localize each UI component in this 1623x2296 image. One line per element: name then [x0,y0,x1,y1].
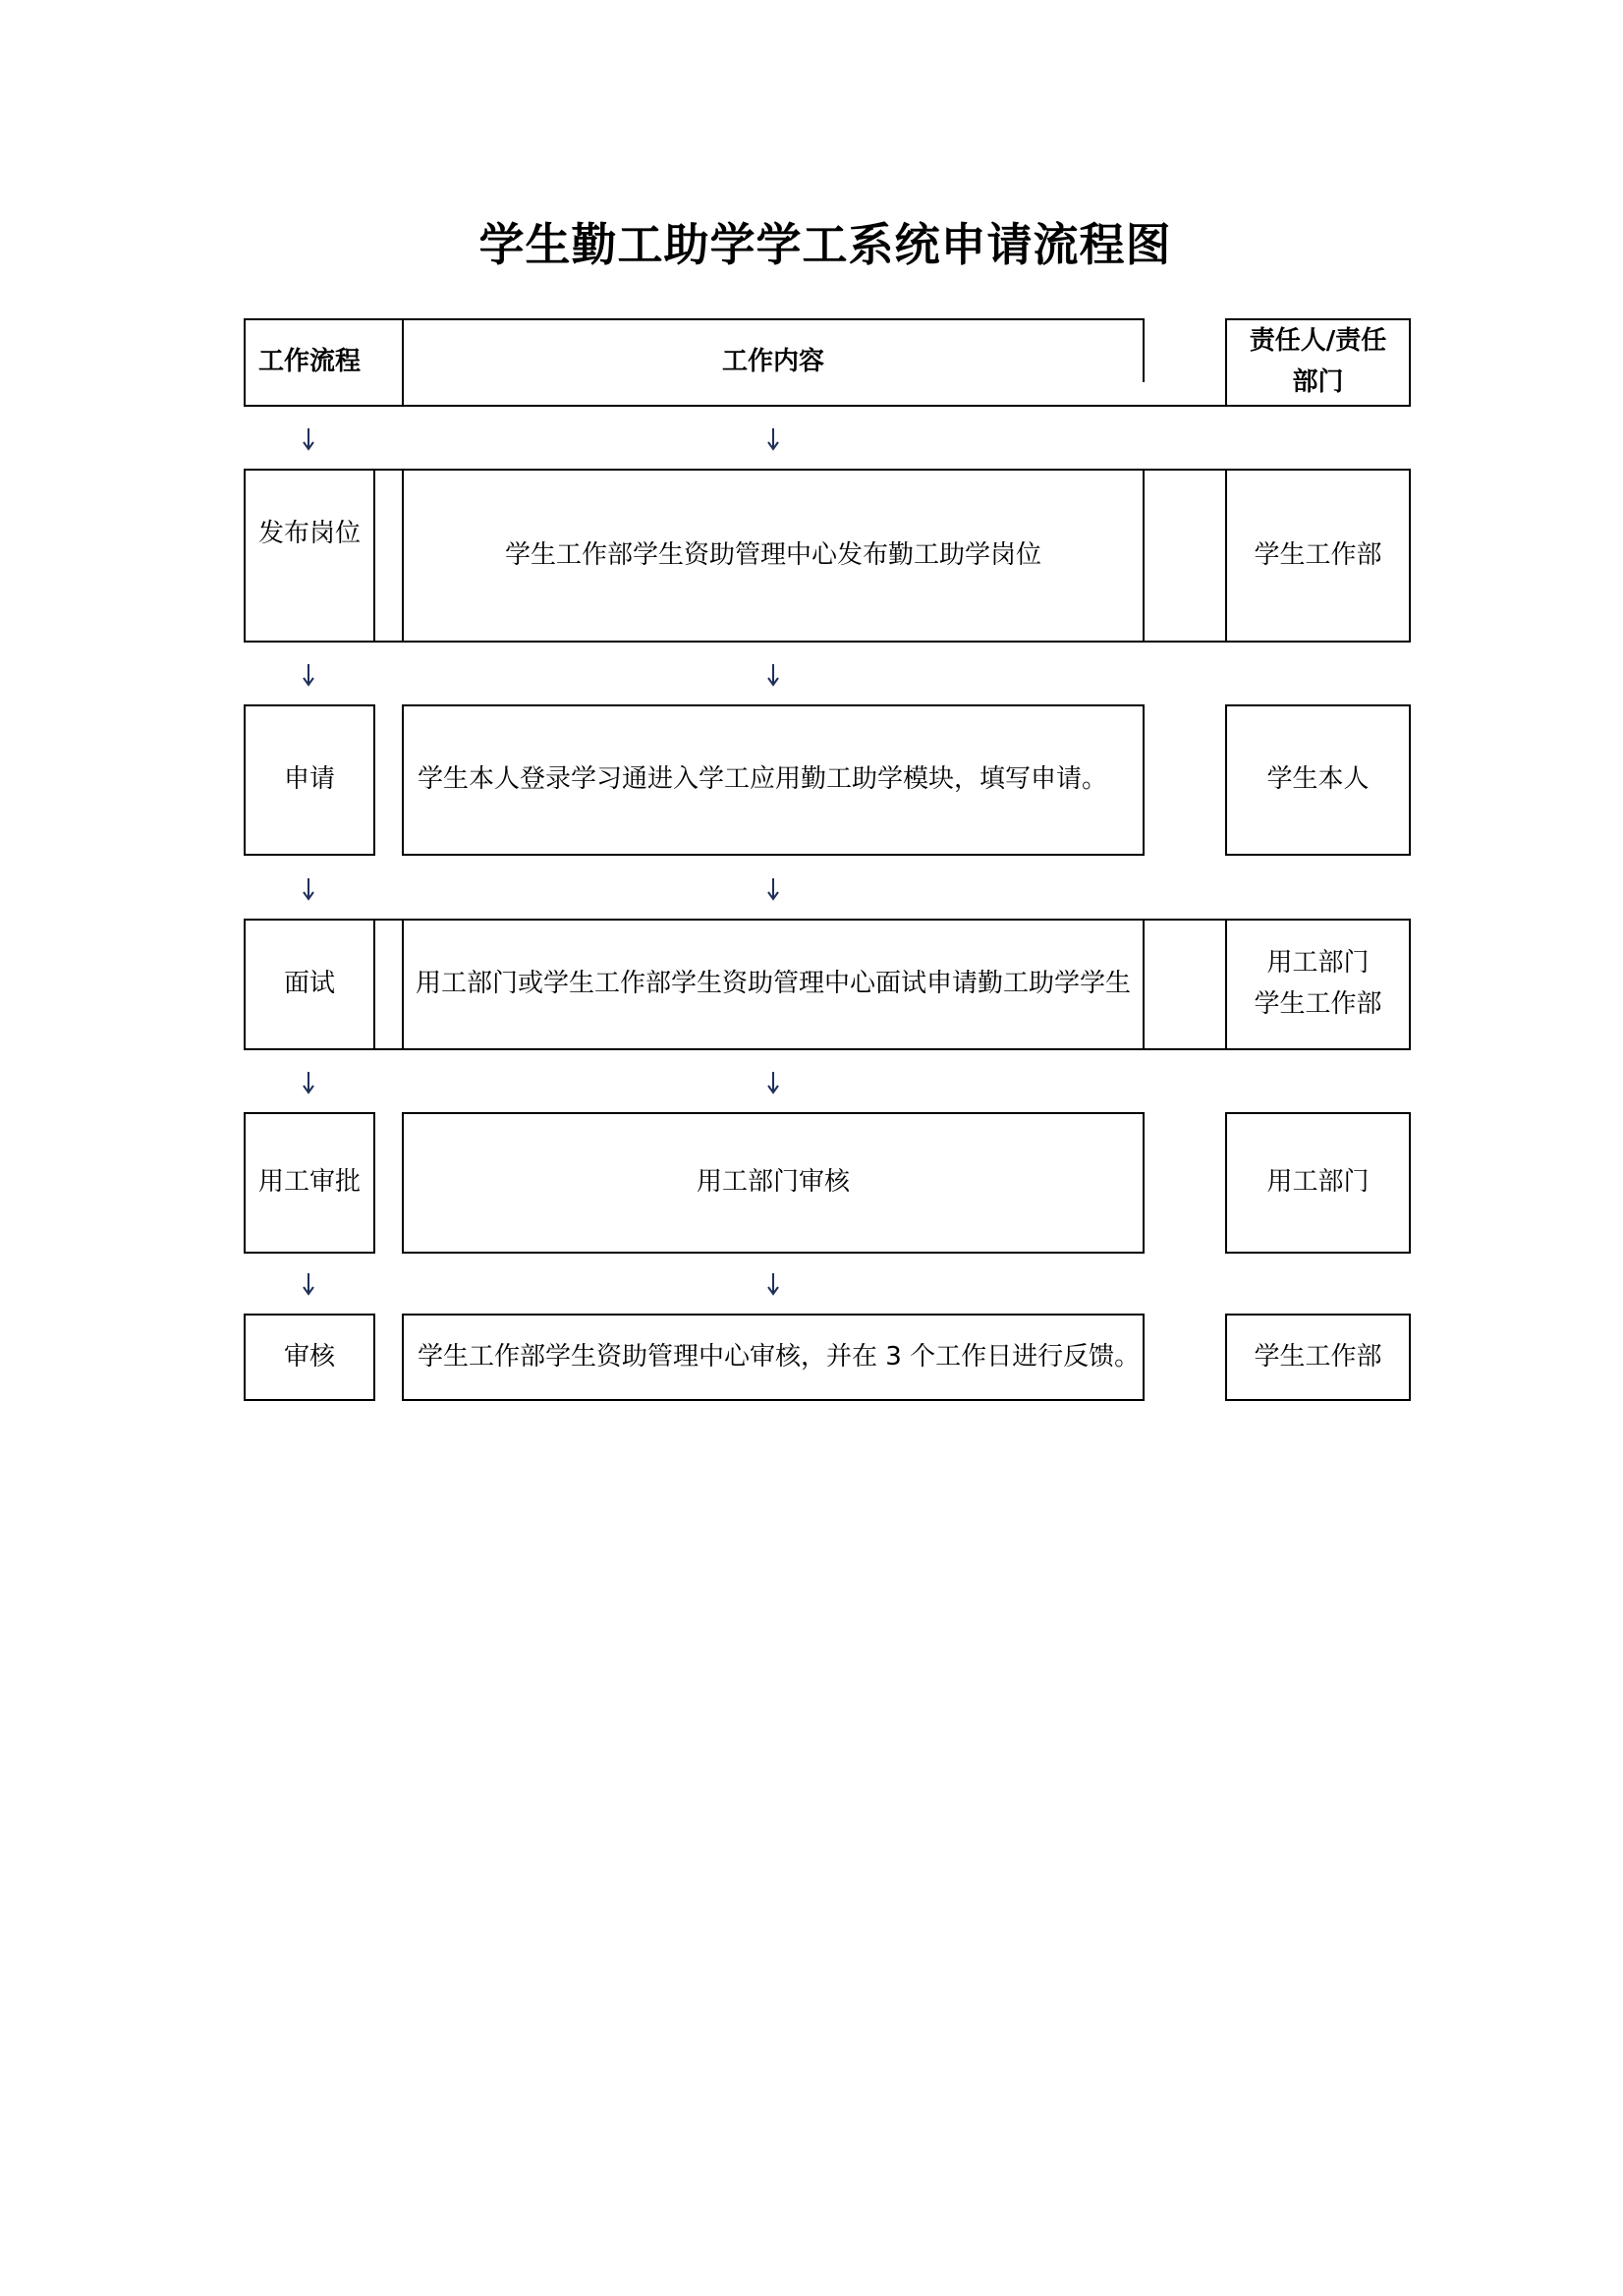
down-arrow-icon [763,876,783,902]
step-4-owner-text: 用工部门 [1266,1167,1370,1198]
down-arrow-icon [299,1070,318,1095]
step-4-content [402,1112,1145,1254]
step-5-owner-text: 学生工作部 [1254,1341,1382,1372]
step-2-owner [1225,704,1411,856]
step-2-content-text: 学生本人登录学习通进入学工应用勤工助学模块，填写申请。 [418,764,1108,795]
step-3-content [402,919,1145,1050]
step-3-content-text: 用工部门或学生工作部学生资助管理中心面试申请勤工助学学生 [415,969,1131,999]
step-4-owner [1225,1112,1411,1254]
page-title: 学生勤工助学学工系统申请流程图 [478,218,1172,271]
step-1-process-label: 发布岗位 [257,519,361,548]
down-arrow-icon [299,662,318,688]
step-3-process [244,919,375,1050]
header-owner [1225,318,1411,407]
down-arrow-icon [299,876,318,902]
step-2-owner-text: 学生本人 [1266,764,1370,795]
step-5-process [244,1314,375,1401]
down-arrow-icon [299,426,318,452]
step-3-owner-line2: 学生工作部 [1254,989,1382,1019]
step-3-gap-left [373,919,404,1050]
header-gap-right [1143,382,1227,407]
step-4-process [244,1112,375,1254]
step-3-process-label: 面试 [283,969,335,999]
step-4-content-text: 用工部门审核 [696,1167,850,1198]
step-1-process [244,469,375,643]
step-2-content [402,704,1145,856]
step-1-gap-right [1143,469,1227,643]
down-arrow-icon [299,1271,318,1297]
down-arrow-icon [763,1271,783,1297]
header-content [402,318,1145,407]
header-owner-line2: 部门 [1292,367,1344,397]
step-5-process-label: 审核 [283,1341,335,1372]
step-2-process-label: 申请 [283,764,335,795]
step-3-gap-right [1143,919,1227,1050]
step-3-owner [1225,919,1411,1050]
down-arrow-icon [763,662,783,688]
step-1-content-text: 学生工作部学生资助管理中心发布勤工助学岗位 [504,539,1041,570]
step-2-process [244,704,375,856]
step-1-content [402,469,1145,643]
header-gap-left [373,318,404,407]
step-5-content [402,1314,1145,1401]
step-1-gap-left [373,469,404,643]
header-owner-line1: 责任人/责任 [1249,326,1387,357]
header-process [244,318,375,407]
step-5-content-text: 学生工作部学生资助管理中心审核，并在 3 个工作日进行反馈。 [418,1341,1141,1372]
step-1-owner [1225,469,1411,643]
step-3-owner-line1: 用工部门 [1266,948,1370,979]
step-1-owner-text: 学生工作部 [1254,539,1382,570]
header-process-label: 工作流程 [257,347,361,377]
step-4-process-label: 用工审批 [257,1167,361,1198]
down-arrow-icon [763,1070,783,1095]
down-arrow-icon [763,426,783,452]
step-5-owner [1225,1314,1411,1401]
header-content-label: 工作内容 [721,347,824,377]
